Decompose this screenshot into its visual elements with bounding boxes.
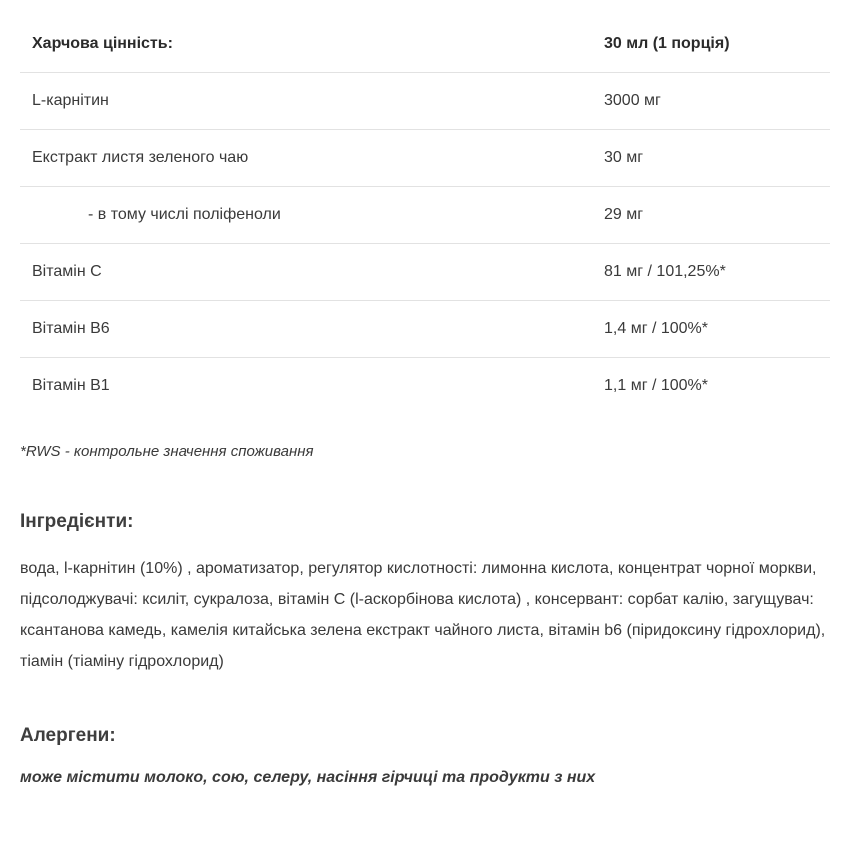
allergens-heading: Алергени:	[20, 725, 116, 746]
nutrition-header-label: Харчова цінність:	[20, 16, 592, 73]
nutrient-value: 30 мг	[592, 130, 830, 187]
serving-size-value: 30 мл (1 порція)	[592, 16, 830, 73]
nutrient-name: L-карнітин	[20, 73, 592, 130]
table-row	[20, 130, 830, 187]
nutrient-name: Вітамін В1	[32, 377, 110, 394]
nutrient-name: Екстракт листя зеленого чаю	[20, 130, 592, 187]
nutrient-value: 3000 мг	[592, 73, 830, 130]
nutrition-table	[20, 16, 830, 414]
ingredients-heading: Інгредієнти:	[20, 511, 134, 532]
table-row	[20, 73, 830, 130]
nutrient-value: 1,4 мг / 100%*	[592, 301, 830, 358]
allergens-text: може містити молоко, сою, селеру, насіння гірчиці та продукти з них	[20, 769, 596, 786]
table-row	[20, 244, 830, 301]
nutrient-value: 1,1 мг / 100%*	[604, 377, 709, 394]
nutrient-name: Вітамін В6	[20, 301, 592, 358]
nutrient-name: - в тому числі поліфеноли	[20, 187, 592, 244]
table-row	[20, 301, 830, 358]
nutrition-header-row	[20, 16, 830, 73]
table-row	[20, 358, 830, 415]
table-row	[20, 187, 830, 244]
rws-footnote: *RWS - контрольне значення споживання	[20, 443, 314, 460]
nutrient-value: 29 мг	[592, 187, 830, 244]
ingredients-text: вода, l-карнітин (10%) , ароматизатор, регулятор кислотності: лимонна кислота, концентрат чорної моркви, підсолоджувачі: ксиліт, сукралоза, вітамін С (l-аскорбінова кислота) , консервант: сорбат калію, загущувач: ксантанова камедь, камелія китайська зелена екстракт чайного листа, вітамін b6 (піридоксину гідрохлорид), тіамін (тіаміну гідрохлорид)	[20, 560, 826, 670]
nutrient-name: Вітамін С	[20, 244, 592, 301]
nutrient-value: 81 мг / 101,25%*	[592, 244, 830, 301]
